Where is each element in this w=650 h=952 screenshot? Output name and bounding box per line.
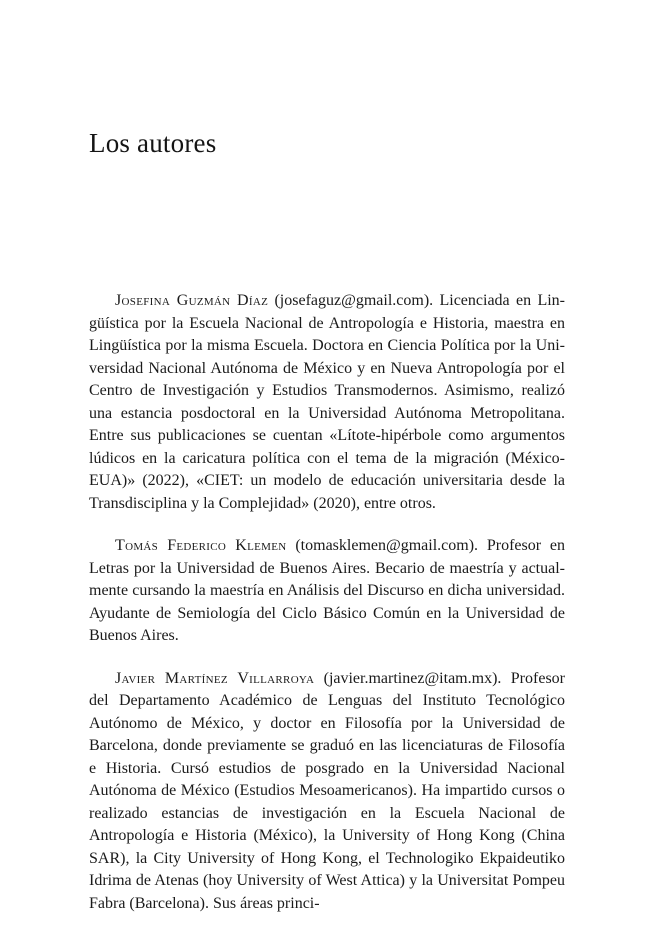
author-name: Javier Martínez Villarroya xyxy=(115,669,315,687)
author-name: Tomás Federico Klemen xyxy=(115,537,287,554)
author-bio-list xyxy=(89,290,565,935)
author-bio-guzman xyxy=(89,290,565,515)
author-bio-text: (javier.martinez@itam.mx). Profesor del Departamento Académico de Lenguas del Instituto Tecnológico Autónomo de México, y doctor en Filosofía por la Universidad de Barcelona, donde previamente se graduó en las licenciaturas de Filosofía e Historia. Cursó estudios de posgrado en la Universidad Nacional Autónoma de México (Estudios Mesoamericanos). Ha impartido cursos o realizado estancias de investigación en la Escuela Nacional de Antropología e Historia (México), la University of Hong Kong (China SAR), la City University of Hong Kong, el Technologiko Ekpaideutiko Idrima de Atenas (hoy University of West Attica) y la Universitat Pompeu Fabra (Barcelona). Sus áreas princi- xyxy=(89,669,565,912)
author-bio-martinez xyxy=(89,668,565,916)
author-bio-text: (tomasklemen@gmail.com). Profesor en Letras por la Universidad de Buenos Aires. Becario de maestría y actualmente cursando la maestría en Análisis del Discurso en dicha universidad. Ayudante de Semiología del Ciclo Básico Común en la Universidad de Buenos Aires. xyxy=(89,537,565,644)
author-name: Josefina Guzmán Díaz xyxy=(115,292,269,309)
author-bio-text: (josefaguz@gmail.com). Licenciada en Lingüística por la Escuela Nacional de Antropología e Historia, maestra en Lingüística por la misma Escuela. Doctora en Ciencia Política por la Universidad Nacional Autónoma de México y en Nueva Antropología por el Centro de Investigación y Estudios Transmodernos. Asimismo, realizó una estancia posdoctoral en la Universidad Autónoma Metropolitana. Entre sus publicaciones se cuentan «Lítote-hipérbole como argumentos lúdicos en la caricatura política con el tema de la migración (México-EUA)» (2022), «CIET: un modelo de educación universitaria desde la Transdisciplina y la Complejidad» (2020), entre otros. xyxy=(89,292,565,512)
page-title: Los autores xyxy=(89,128,217,158)
author-bio-klemen xyxy=(89,535,565,648)
